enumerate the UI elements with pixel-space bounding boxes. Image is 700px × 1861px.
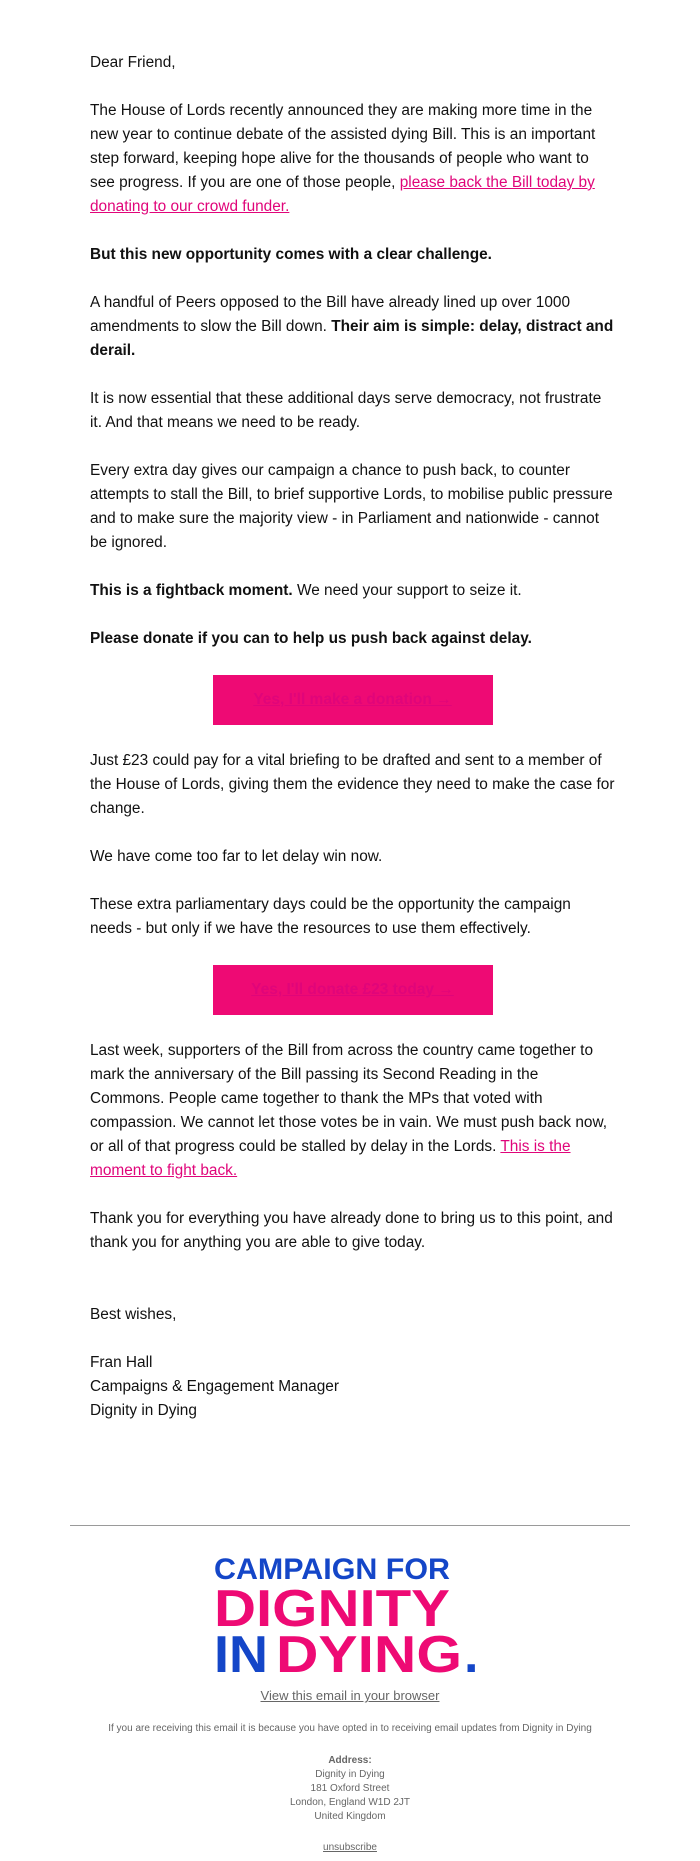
address-line: United Kingdom [314, 1811, 386, 1822]
paragraph-donate-ask [90, 627, 615, 651]
address-label: Address: [328, 1755, 372, 1766]
address-block [0, 1754, 700, 1824]
donate-ask-bold: Please donate if you can to help us push back against delay. [90, 630, 532, 647]
paragraph-thank-you: Thank you for everything you have already done to bring us to this point, and thank you for anything you are able to give today. [90, 1210, 613, 1251]
paragraph-intro [90, 99, 615, 219]
paragraph-extra-days: These extra parliamentary days could be the opportunity the campaign needs - but only if we have the resources to use them effectively. [90, 896, 571, 937]
footer-divider [70, 1525, 630, 1526]
paragraph-intro-text: The House of Lords recently announced they are making more time in the new year to continue debate of the assisted dying Bill. This is an important step forward, keeping hope alive for the thousands of people who want to see progress. If you are one of those people, [90, 102, 596, 191]
paragraph-last-week [90, 1039, 615, 1183]
signoff: Best wishes, [90, 1306, 177, 1323]
opt-in-note: If you are receiving this email it is because you have opted in to receiving email updates from Dignity in Dying [108, 1723, 592, 1734]
challenge-bold: But this new opportunity comes with a clear challenge. [90, 246, 492, 263]
donate-button[interactable]: Yes, I'll make a donation → [213, 675, 493, 725]
donate-23-button-wrap [90, 965, 615, 1015]
donate-23-button[interactable]: Yes, I'll donate £23 today → [213, 965, 493, 1015]
logo-dignity: DIGNITY [214, 1580, 450, 1638]
paragraph-too-far: We have come too far to let delay win now. [90, 848, 383, 865]
crowdfunder-link[interactable]: please back the Bill today by donating to our crowd funder. [90, 174, 595, 215]
logo-dying: DYING [276, 1626, 462, 1680]
amendments-text: A handful of Peers opposed to the Bill have already lined up over 1000 amendments to slow the Bill down. [90, 294, 571, 335]
unsubscribe-link[interactable]: unsubscribe [323, 1842, 377, 1853]
signature-name: Fran Hall [90, 1354, 153, 1371]
greeting: Dear Friend, [90, 54, 176, 71]
fightback-bold: This is a fightback moment. [90, 582, 293, 599]
address-line: 181 Oxford Street [310, 1783, 390, 1794]
logo-campaign-for: CAMPAIGN FOR [214, 1553, 451, 1586]
paragraph-extra-day: Every extra day gives our campaign a chance to push back, to counter attempts to stall the Bill, to brief supportive Lords, to mobilise public pressure and to make sure the majority view - in Parliament and nationwide - cannot be ignored. [90, 462, 613, 551]
signature-block [90, 1303, 615, 1423]
fight-back-link[interactable]: This is the moment to fight back. [90, 1138, 571, 1179]
view-in-browser-link[interactable]: View this email in your browser [260, 1688, 440, 1703]
paragraph-fightback [90, 579, 615, 603]
address-line: London, England W1D 2JT [289, 1797, 411, 1808]
paragraph-amendments [90, 291, 615, 363]
address-line: Dignity in Dying [315, 1769, 385, 1780]
paragraph-essential: It is now essential that these additional days serve democracy, not frustrate it. And that means we need to be ready. [90, 390, 602, 431]
email-body [90, 51, 615, 1423]
logo-dot: . [464, 1626, 479, 1680]
last-week-text: Last week, supporters of the Bill from across the country came together to mark the anniversary of the Bill passing its Second Reading in the Commons. People came together to thank the MPs that voted with compassion. We cannot let those votes be in vain. We must push back now, or all of that progress could be stalled by delay in the Lords. [90, 1042, 608, 1155]
logo-in: IN [214, 1626, 268, 1680]
signature-title: Campaigns & Engagement Manager [90, 1378, 339, 1395]
amendments-bold: Their aim is simple: delay, distract and derail. [90, 318, 614, 359]
paragraph-challenge [90, 243, 615, 267]
signature-org: Dignity in Dying [90, 1402, 197, 1419]
paragraph-23-briefing: Just £23 could pay for a vital briefing to be drafted and sent to a member of the House of Lords, giving them the evidence they need to make the case for change. [90, 752, 615, 817]
dignity-in-dying-logo [214, 1552, 490, 1680]
donate-button-wrap [90, 675, 615, 725]
fightback-text: We need your support to seize it. [292, 582, 522, 599]
